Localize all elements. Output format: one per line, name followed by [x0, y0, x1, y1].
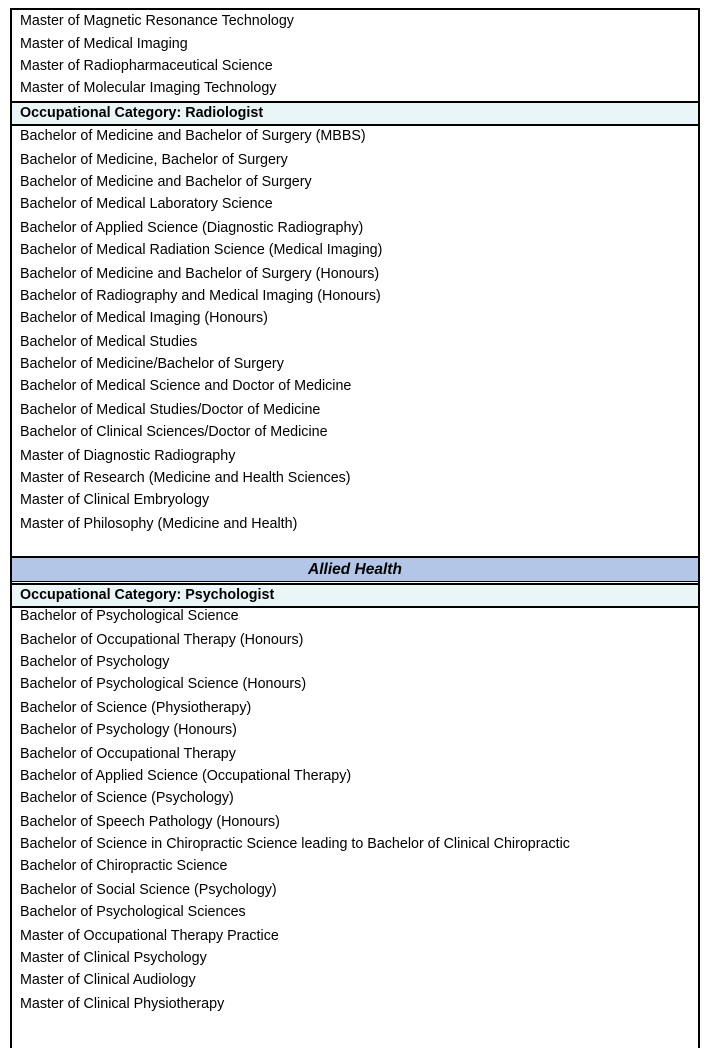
- list-item: Master of Clinical Psychology: [20, 950, 207, 966]
- list-item: Bachelor of Speech Pathology (Honours): [20, 814, 280, 830]
- list-item: Bachelor of Science (Psychology): [20, 790, 234, 806]
- list-item: Bachelor of Medical Laboratory Science: [20, 196, 273, 212]
- list-item: Bachelor of Science in Chiropractic Science leading to Bachelor of Clinical Chiropractic: [20, 836, 570, 852]
- list-item: Master of Philosophy (Medicine and Health): [20, 516, 298, 532]
- list-item: Master of Molecular Imaging Technology: [20, 80, 277, 96]
- category-header-psychologist: Occupational Category: Psychologist: [12, 583, 698, 608]
- list-item: Bachelor of Occupational Therapy (Honours): [20, 632, 304, 648]
- list-item: Bachelor of Medicine and Bachelor of Surgery (Honours): [20, 266, 380, 282]
- list-item: Bachelor of Occupational Therapy: [20, 746, 236, 762]
- list-item: Bachelor of Medical Science and Doctor of Medicine: [20, 378, 352, 394]
- list-item: Bachelor of Medical Studies: [20, 334, 198, 350]
- list-item: Bachelor of Psychology (Honours): [20, 722, 237, 738]
- category-header-radiologist: Occupational Category: Radiologist: [12, 101, 698, 126]
- list-item: Bachelor of Medical Studies/Doctor of Medicine: [20, 402, 321, 418]
- list-item: Bachelor of Radiography and Medical Imaging (Honours): [20, 288, 381, 304]
- list-item: Bachelor of Chiropractic Science: [20, 858, 228, 874]
- list-item: Bachelor of Psychological Science (Honours): [20, 676, 307, 692]
- list-item: Master of Clinical Audiology: [20, 972, 196, 988]
- list-item: Bachelor of Medicine and Bachelor of Surgery (MBBS): [20, 128, 366, 144]
- list-item: Bachelor of Psychological Science: [20, 608, 239, 624]
- list-item: Master of Clinical Embryology: [20, 492, 210, 508]
- list-item: Master of Radiopharmaceutical Science: [20, 58, 273, 74]
- list-item: Bachelor of Social Science (Psychology): [20, 882, 277, 898]
- list-item: Bachelor of Medicine, Bachelor of Surgery: [20, 152, 288, 168]
- list-item: Bachelor of Psychology: [20, 654, 170, 670]
- list-item: Bachelor of Medical Imaging (Honours): [20, 310, 268, 326]
- list-item: Bachelor of Applied Science (Occupational Therapy): [20, 768, 352, 784]
- section-header-allied-health: Allied Health: [12, 556, 698, 582]
- list-item: Master of Occupational Therapy Practice: [20, 928, 279, 944]
- list-item: Bachelor of Psychological Sciences: [20, 904, 246, 920]
- list-item: Bachelor of Applied Science (Diagnostic Radiography): [20, 220, 364, 236]
- list-item: Bachelor of Medicine and Bachelor of Surgery: [20, 174, 312, 190]
- list-item: Bachelor of Science (Physiotherapy): [20, 700, 252, 716]
- qualifications-table: [10, 8, 700, 1048]
- list-item: Bachelor of Medicine/Bachelor of Surgery: [20, 356, 284, 372]
- list-item: Master of Research (Medicine and Health Sciences): [20, 470, 351, 486]
- list-item: Master of Diagnostic Radiography: [20, 448, 236, 464]
- list-item: Bachelor of Clinical Sciences/Doctor of Medicine: [20, 424, 328, 440]
- list-item: Bachelor of Medical Radiation Science (Medical Imaging): [20, 242, 383, 258]
- list-item: Master of Clinical Physiotherapy: [20, 996, 225, 1012]
- list-item: Master of Medical Imaging: [20, 36, 188, 52]
- list-item: Master of Magnetic Resonance Technology: [20, 13, 294, 29]
